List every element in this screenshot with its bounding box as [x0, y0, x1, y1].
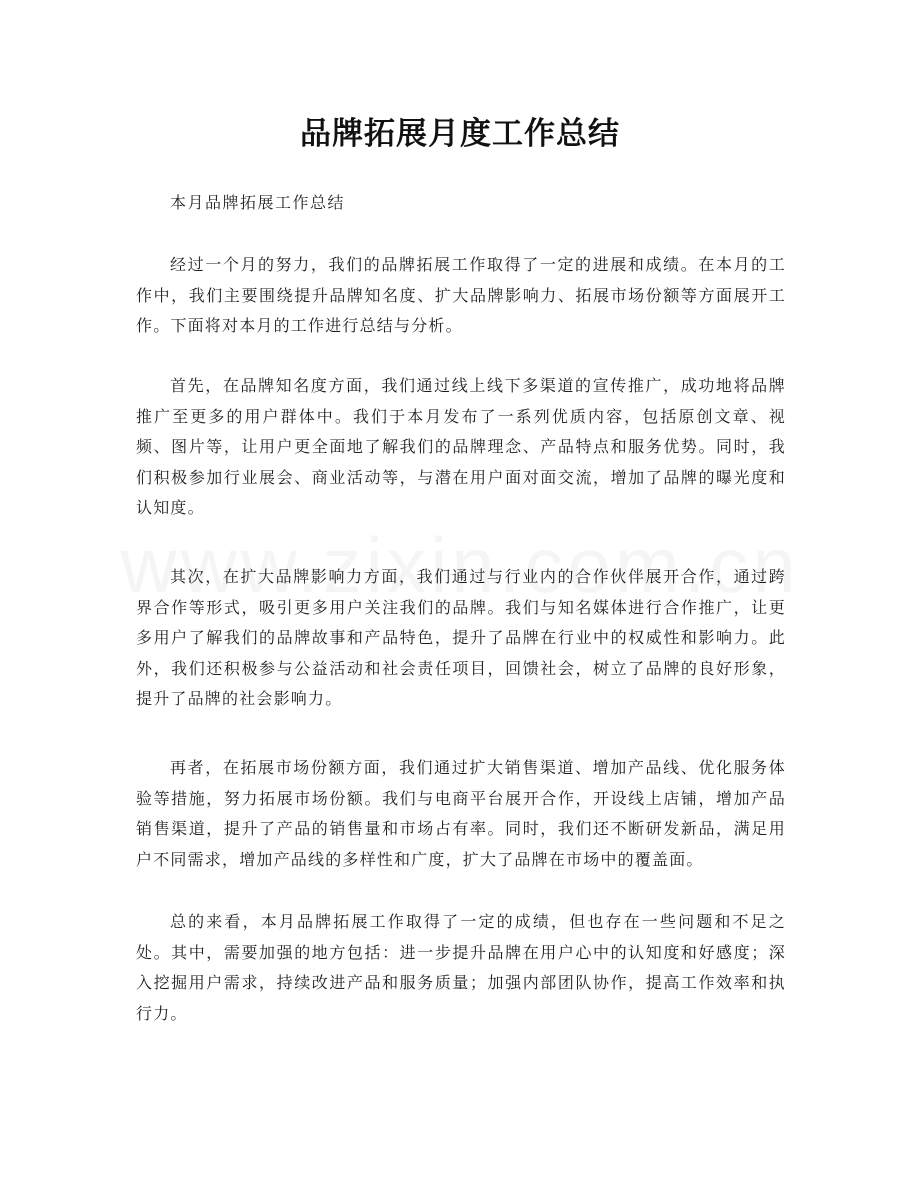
- paragraph-market-share: 再者，在拓展市场份额方面，我们通过扩大销售渠道、增加产品线、优化服务体验等措施，努力拓展市场份额。我们与电商平台展开合作，开设线上店铺，增加产品销售渠道，提升了产品的销售量和市场占有率。同时，我们还不断研发新品，满足用户不同需求，增加产品线的多样性和广度，扩大了品牌在市场中的覆盖面。: [136, 758, 786, 869]
- paragraph-summary: 总的来看，本月品牌拓展工作取得了一定的成绩，但也存在一些问题和不足之处。其中，需要加强的地方包括：进一步提升品牌在用户心中的认知度和好感度；深入挖掘用户需求，持续改进产品和服务质量；加强内部团队协作，提高工作效率和执行力。: [136, 912, 786, 1023]
- paragraph-intro: 经过一个月的努力，我们的品牌拓展工作取得了一定的进展和成绩。在本月的工作中，我们主要围绕提升品牌知名度、扩大品牌影响力、拓展市场份额等方面展开工作。下面将对本月的工作进行总结与分析。: [136, 255, 786, 335]
- paragraph-brand-awareness: 首先，在品牌知名度方面，我们通过线上线下多渠道的宣传推广，成功地将品牌推广至更多的用户群体中。我们于本月发布了一系列优质内容，包括原创文章、视频、图片等，让用户更全面地了解我们的品牌理念、产品特点和服务优势。同时，我们积极参加行业展会、商业活动等，与潜在用户面对面交流，增加了品牌的曝光度和认知度。: [136, 376, 786, 517]
- subtitle: 本月品牌拓展工作总结: [170, 193, 346, 212]
- page-title: 品牌拓展月度工作总结: [300, 116, 620, 152]
- paragraph-brand-influence: 其次，在扩大品牌影响力方面，我们通过与行业内的合作伙伴展开合作，通过跨界合作等形式，吸引更多用户关注我们的品牌。我们与知名媒体进行合作推广，让更多用户了解我们的品牌故事和产品特色，提升了品牌在行业中的权威性和影响力。此外，我们还积极参与公益活动和社会责任项目，回馈社会，树立了品牌的良好形象，提升了品牌的社会影响力。: [136, 567, 786, 708]
